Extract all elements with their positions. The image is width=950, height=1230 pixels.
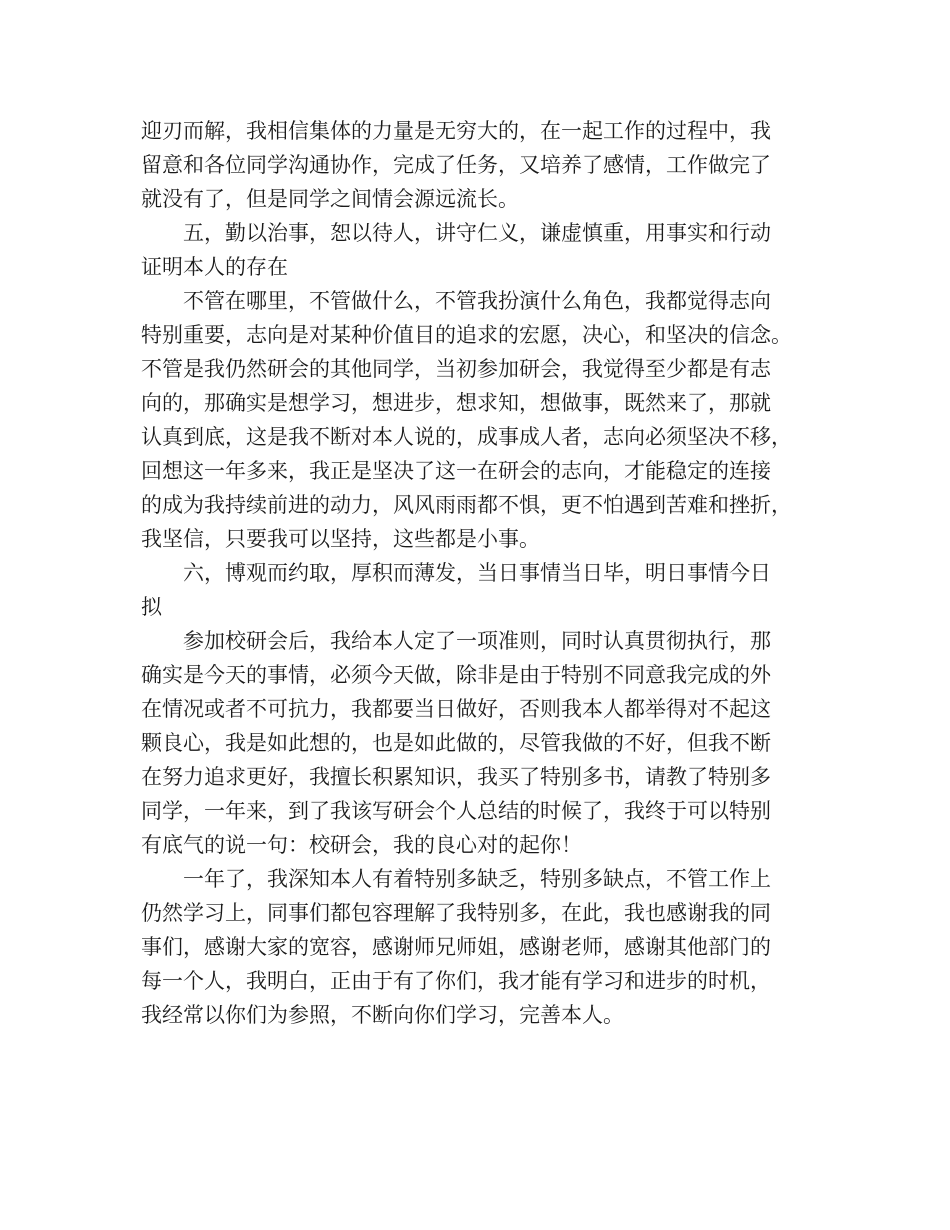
text-line: 在努力追求更好，我擅长积累知识，我买了特别多书，请教了特别多: [141, 765, 771, 789]
text-line: 一年了，我深知本人有着特别多缺乏，特别多缺点，不管工作上: [183, 867, 771, 891]
document-body: [141, 114, 821, 1032]
text-line: 同学，一年来，到了我该写研会个人总结的时候了，我终于可以特别: [141, 799, 771, 823]
text-line: 仍然学习上，同事们都包容理解了我特别多，在此，我也感谢我的同: [141, 901, 771, 925]
text-line: 证明本人的存在: [141, 255, 288, 279]
text-line: 在情况或者不可抗力，我都要当日做好，否则我本人都举得对不起这: [141, 697, 771, 721]
text-line: 我坚信，只要我可以坚持，这些都是小事。: [141, 527, 540, 551]
text-line: 特别重要，志向是对某种价值目的追求的宏愿，决心，和坚决的信念。: [141, 323, 792, 347]
text-line: 五，勤以治事，恕以待人，讲守仁义，谦虚慎重，用事实和行动: [183, 221, 771, 245]
text-line: 我经常以你们为参照，不断向你们学习，完善本人。: [141, 1003, 624, 1027]
text-line: 向的，那确实是想学习，想进步，想求知，想做事，既然来了，那就: [141, 391, 771, 415]
text-line: 六，博观而约取，厚积而薄发，当日事情当日毕，明日事情今日: [183, 561, 771, 585]
text-line: 就没有了，但是同学之间情会源远流长。: [141, 187, 519, 211]
text-line: 认真到底，这是我不断对本人说的，成事成人者，志向必须坚决不移，: [141, 425, 792, 449]
text-line: 事们，感谢大家的宽容，感谢师兄师姐，感谢老师，感谢其他部门的: [141, 935, 771, 959]
text-line: 颗良心，我是如此想的，也是如此做的，尽管我做的不好，但我不断: [141, 731, 771, 755]
text-line: 参加校研会后，我给本人定了一项准则，同时认真贯彻执行，那: [183, 629, 771, 653]
text-line: 不管在哪里，不管做什么，不管我扮演什么角色，我都觉得志向: [183, 289, 771, 313]
text-line: 的成为我持续前进的动力，风风雨雨都不惧，更不怕遇到苦难和挫折，: [141, 493, 792, 517]
text-line: 有底气的说一句：校研会，我的良心对的起你！: [141, 833, 582, 857]
text-line: 回想这一年多来，我正是坚决了这一在研会的志向，才能稳定的连接: [141, 459, 771, 483]
text-line: 迎刃而解，我相信集体的力量是无穷大的，在一起工作的过程中，我: [141, 119, 771, 143]
text-line: 留意和各位同学沟通协作，完成了任务，又培养了感情，工作做完了: [141, 153, 771, 177]
text-line: 拟: [141, 595, 162, 619]
text-line: 确实是今天的事情，必须今天做，除非是由于特别不同意我完成的外: [141, 663, 771, 687]
text-line: 不管是我仍然研会的其他同学，当初参加研会，我觉得至少都是有志: [141, 357, 771, 381]
text-line: 每一个人，我明白，正由于有了你们，我才能有学习和进步的时机，: [141, 969, 771, 993]
